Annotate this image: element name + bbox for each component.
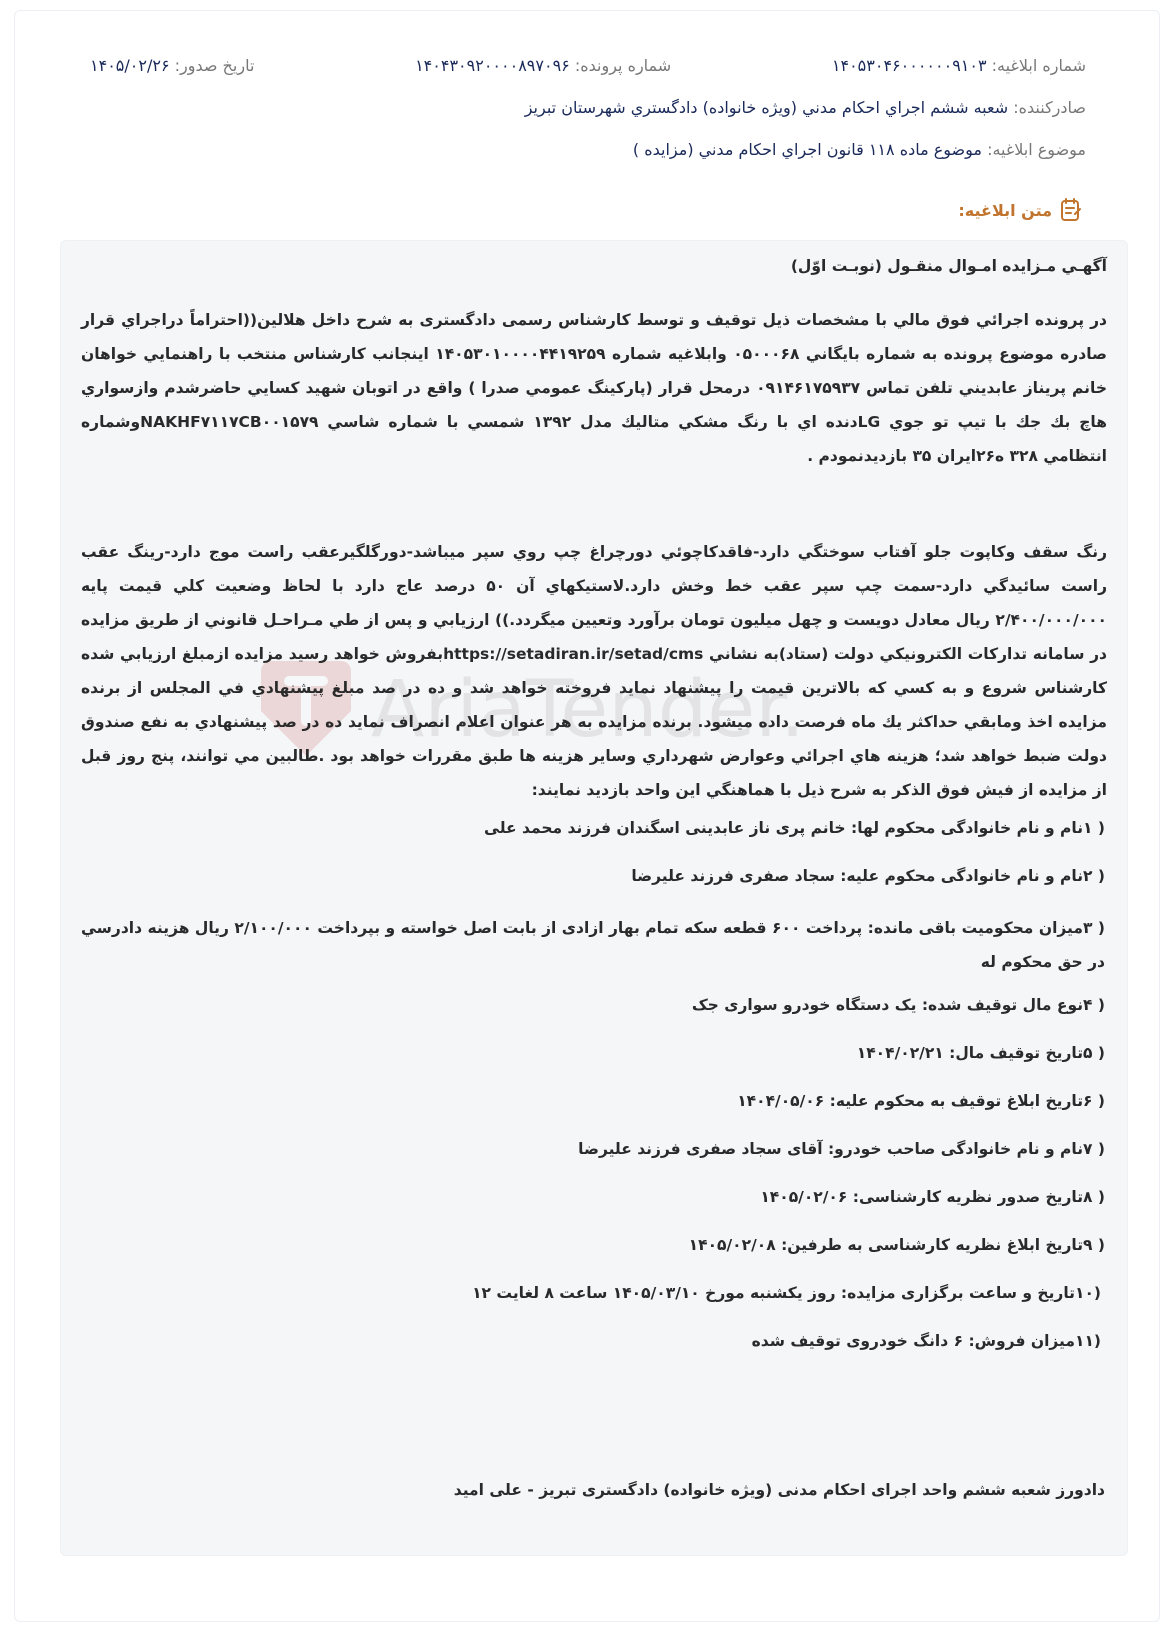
list-item: (۱۰تاریخ و ساعت برگزاری مزایده: روز یکشنبه مورخ ۱۴۰۵/۰۳/۱۰ ساعت ۸ لغایت ۱۲ [472, 1284, 1101, 1302]
subject-label: موضوع ابلاغیه: [987, 140, 1086, 159]
notice-content-box [60, 240, 1128, 1556]
issuer-label: صادرکننده: [1013, 98, 1086, 117]
list-item: ( ۵تاریخ توقیف مال: ۱۴۰۴/۰۲/۲۱ [856, 1044, 1105, 1062]
meta-row-subject [90, 140, 1086, 159]
list-item: ( ۲نام و نام خانوادگی محکوم علیه: سجاد صفری فرزند علیرضا [631, 867, 1105, 885]
case-number-label: شماره پرونده: [574, 56, 672, 75]
case-number-value: ۱۴۰۴۳۰۹۲۰۰۰۰۸۹۷۰۹۶ [415, 56, 570, 75]
meta-row-issuer [90, 98, 1086, 117]
list-item: ( ۷نام و نام خانوادگی صاحب خودرو: آقای سجاد صفری فرزند علیرضا [578, 1140, 1105, 1158]
subject-value: موضوع ماده ۱۱۸ قانون اجراي احكام مدني (مزايده ) [632, 140, 982, 159]
list-item: ( ۹تاریخ ابلاغ نظریه کارشناسی به طرفین: ۱۴۰۵/۰۲/۰۸ [688, 1236, 1105, 1254]
issue-date-value: ۱۴۰۵/۰۲/۲۶ [90, 56, 170, 75]
list-item: ( ۴نوع مال توقیف شده: یک دستگاه خودرو سواری جک [691, 996, 1105, 1014]
list-item: ( ۳میزان محکومیت باقی مانده: پرداخت ۶۰۰ قطعه سکه تمام بهار ازادی از بابت اصل خواسته و بپرداخت ۲/۱۰۰/۰۰۰ ريال هزينه دادرسي در حق محکوم له [81, 919, 1105, 971]
notice-title: آگهـي مـزايده امـوال منقـول (نوبـت اوّل) [790, 257, 1107, 275]
meta-row-numbers [90, 56, 1086, 75]
notice-paragraph-2: رنگ سقف وكاپوت جلو آفتاب سوختگي دارد-فاقدكاچوئي دورچراغ چپ روي سپر ميباشد-دورگلگيرعقب راست موج دارد-رينگ عقب راست سائيدگي دارد-سمت چپ سپر عقب خط وخش دارد.لاستيكهاي آن ۵۰ درصد عاج دارد با لحاظ وضعيت كلي قيمت پايه ۲/۴۰۰/۰۰۰/۰۰۰ ريال معادل دويست و چهل ميليون تومان برآورد وتعيين ميگردد.)) ارزيابي و پس از طي مـراحـل قانوني از طريق مزايده در سامانه تداركات الكترونيكي دولت (ستاد)به نشاني https://setadiran.ir/setad/cmsبفروش خواهد رسيد مزايده ازمبلغ ارزيابي شده كارشناس شروع و به كسي كه بالاترين قيمت را پيشنهاد نمايد فروخته خواهد شد و ده در صد مبلغ پيشنهادي في المجلس از برنده مزايده اخذ ومابقي حداكثر يك ماه فرصت داده ميشود. برنده مزايده به هر عنوان اعلام انصراف نمايد ده در صد پيشنهادي به نفع صندوق دولت ضبط خواهد شد؛ هزينه هاي اجرائي وعوارض شهرداري وساير هزينه ها طبق مقررات خواهد بود .طالبين مي توانند، پنج روز قبل از مزايده از فيش فوق الذكر به شرح ذيل با هماهنگي اين واحد بازديد نمايند: [81, 543, 1108, 799]
case-number [415, 56, 671, 75]
list-item: ( ۶تاریخ ابلاغ توقیف به محکوم علیه: ۱۴۰۴/۰۵/۰۶ [737, 1092, 1105, 1110]
notice-number-value: ۱۴۰۵۳۰۴۶۰۰۰۰۰۰۹۱۰۳ [831, 56, 987, 75]
document-icon [1060, 198, 1082, 222]
signature-line: دادورز شعبه ششم واحد اجرای احکام مدنی (ویژه خانواده) دادگستری تبریز - علی امید [453, 1481, 1105, 1499]
notice-number-label: شماره ابلاغیه: [991, 56, 1086, 75]
notice-paragraph-1: در پرونده اجرائي فوق مالي با مشخصات ذيل توقيف و توسط كارشناس رسمی دادگستری به شرح داخل هلالين((احتراماً دراجراي قرار صادره موضوع پرونده به شماره بايگاني ۰۵۰۰۰۶۸ وابلاغيه شماره ۱۴۰۵۳۰۱۰۰۰۰۴۴۱۹۲۵۹ اينجانب كارشناس منتخب با راهنمايي خواهان خانم پريناز عابديني تلفن تماس ۰۹۱۴۶۱۷۵۹۳۷ درمحل قرار (پاركينگ عمومي صدرا ) واقع در اتوبان شهيد كسايي حاضرشدم وازسواري هاچ بك جك با تيپ تو جوي LGدنده اي با رنگ مشكي متاليك مدل ۱۳۹۲ شمسي با شماره شاسي NAKHF۷۱۱۷CB۰۰۱۵۷۹وشماره انتظامي ۳۲۸ ه۲۶ايران ۳۵ بازديدنمودم . [81, 311, 1108, 465]
issuer-value: شعبه ششم اجراي احكام مدني (ويژه خانواده) دادگستري شهرستان تبريز [524, 98, 1009, 117]
list-item: ( ۱نام و نام خانوادگی محکوم لها: خانم پری ناز عابدینی اسگندان فرزند محمد علی [484, 819, 1105, 837]
notice-number [832, 56, 1086, 75]
list-item: (۱۱میزان فروش: ۶ دانگ خودروی توقیف شده [751, 1332, 1101, 1350]
body-heading [958, 198, 1082, 222]
issue-date [90, 56, 254, 75]
issue-date-label: تاریخ صدور: [174, 56, 255, 75]
watermark-text: AriaTender. [371, 665, 805, 755]
body-heading-label: متن ابلاغیه: [958, 200, 1052, 220]
list-item: ( ۸تاریخ صدور نظریه کارشناسی: ۱۴۰۵/۰۲/۰۶ [760, 1188, 1105, 1206]
